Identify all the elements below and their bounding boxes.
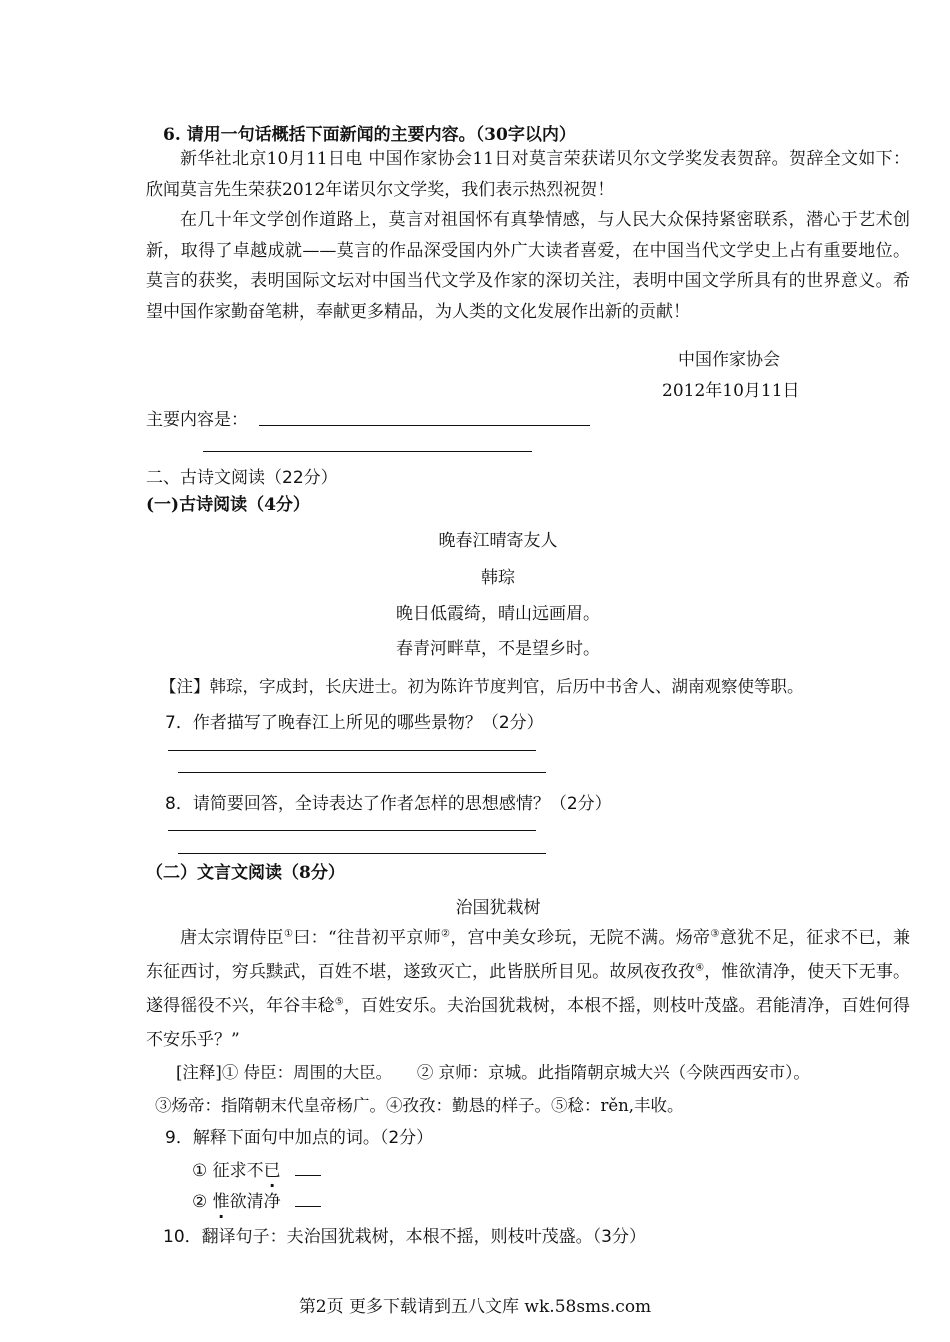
q6-date: 2012年10月11日: [662, 381, 800, 401]
note-marker-2: ②: [441, 928, 451, 940]
q7-answer-line-1[interactable]: [168, 750, 536, 751]
poem-note: 【注】韩琮，字成封，长庆进士。初为陈许节度判官，后历中书舍人、湖南观察使等职。: [160, 677, 804, 696]
note-marker-5: ⑤: [334, 996, 344, 1008]
q8-answer-line-1[interactable]: [168, 830, 536, 831]
note-marker-4: ④: [695, 962, 705, 974]
q9-text: 9．解释下面句中加点的词。（2分）: [165, 1128, 434, 1148]
section2-title: 二、古诗文阅读（22分）: [146, 468, 338, 488]
note-marker-1: ①: [284, 928, 294, 940]
q8-text: 8．请简要回答，全诗表达了作者怎样的思想感情？（2分）: [165, 794, 612, 814]
classical-notes-line-1: [注释]① 侍臣：周围的大臣。 ② 京师：京城。此指隋朝京城大兴（今陕西西安市）。: [176, 1063, 810, 1082]
q6-answer-label: 主要内容是：: [146, 410, 248, 430]
q6-news-para1: 新华社北京10月11日电 中国作家协会11日对莫言荣获诺贝尔文学奖发表贺辞。贺辞全文如下：欣闻莫言先生荣获2012年诺贝尔文学奖，我们表示热烈祝贺！: [146, 149, 910, 200]
q7-answer-line-2[interactable]: [178, 772, 546, 773]
q7-text: 7．作者描写了晚春江上所见的哪些景物？（2分）: [165, 713, 544, 733]
q9-item-1-blank[interactable]: [295, 1161, 321, 1176]
poem-title: 晚春江晴寄友人: [438, 531, 558, 551]
classical-text-title: 治国犹栽树: [455, 898, 541, 918]
poem-author: 韩琮: [481, 568, 515, 588]
q6-title: 6. 请用一句话概括下面新闻的主要内容。（30字以内）: [163, 125, 576, 145]
note-marker-3: ③: [710, 928, 720, 940]
page-footer: 第2页 更多下载请到五八文库 wk.58sms.com: [298, 1297, 652, 1317]
q9-item-2-dotted-word: 惟: [212, 1192, 230, 1212]
q6-news-para2: 在几十年文学创作道路上，莫言对祖国怀有真挚情感，与人民大众保持紧密联系，潜心于艺术创新，取得了卓越成就——莫言的作品深受国内外广大读者喜爱，在中国当代文学史上占有重要地位。莫言的获奖，表明国际文坛对中国当代文学及作家的深切关注，表明中国文学所具有的世界意义。希望中国作家勤奋笔耕，奉献更多精品，为人类的文化发展作出新的贡献！: [146, 210, 910, 322]
q9-item-1: ① 征求不已: [192, 1156, 321, 1181]
q9-item-2-blank[interactable]: [295, 1192, 321, 1207]
classical-notes-line-2: ③炀帝：指隋朝末代皇帝杨广。④孜孜：勤恳的样子。⑤稔：rěn,丰收。: [155, 1096, 684, 1115]
q6-signature: 中国作家协会: [678, 350, 780, 370]
poem-line-1: 晚日低霞绮，晴山远画眉。: [396, 604, 600, 624]
poem-line-2: 春青河畔草，不是望乡时。: [396, 639, 600, 659]
q6-answer-line-2[interactable]: [203, 451, 532, 452]
q9-item-2: ② 惟欲清净: [192, 1187, 321, 1212]
part2-title: （二）文言文阅读（8分）: [146, 863, 345, 883]
classical-text-body: 唐太宗谓侍臣①曰：“往昔初平京师②，宫中美女珍玩，无院不满。炀帝③意犹不足，征求不已，兼东征西讨，穷兵黩武，百姓不堪，遂致灭亡，此皆朕所目见。故夙夜孜孜④，惟欲清净，使天下无事。遂得徭役不兴，年谷丰稔⑤，百姓安乐。夫治国犹栽树，本根不摇，则枝叶茂盛。君能清净，百姓何得不安乐乎？”: [146, 928, 911, 1050]
q8-answer-line-2[interactable]: [178, 853, 546, 854]
q9-item-1-dotted-word: 已: [263, 1161, 281, 1181]
q6-answer-line-1[interactable]: [259, 425, 590, 426]
part1-title: (一)古诗阅读（4分）: [146, 495, 310, 515]
q10-text: 10．翻译句子：夫治国犹栽树，本根不摇，则枝叶茂盛。（3分）: [163, 1227, 646, 1247]
